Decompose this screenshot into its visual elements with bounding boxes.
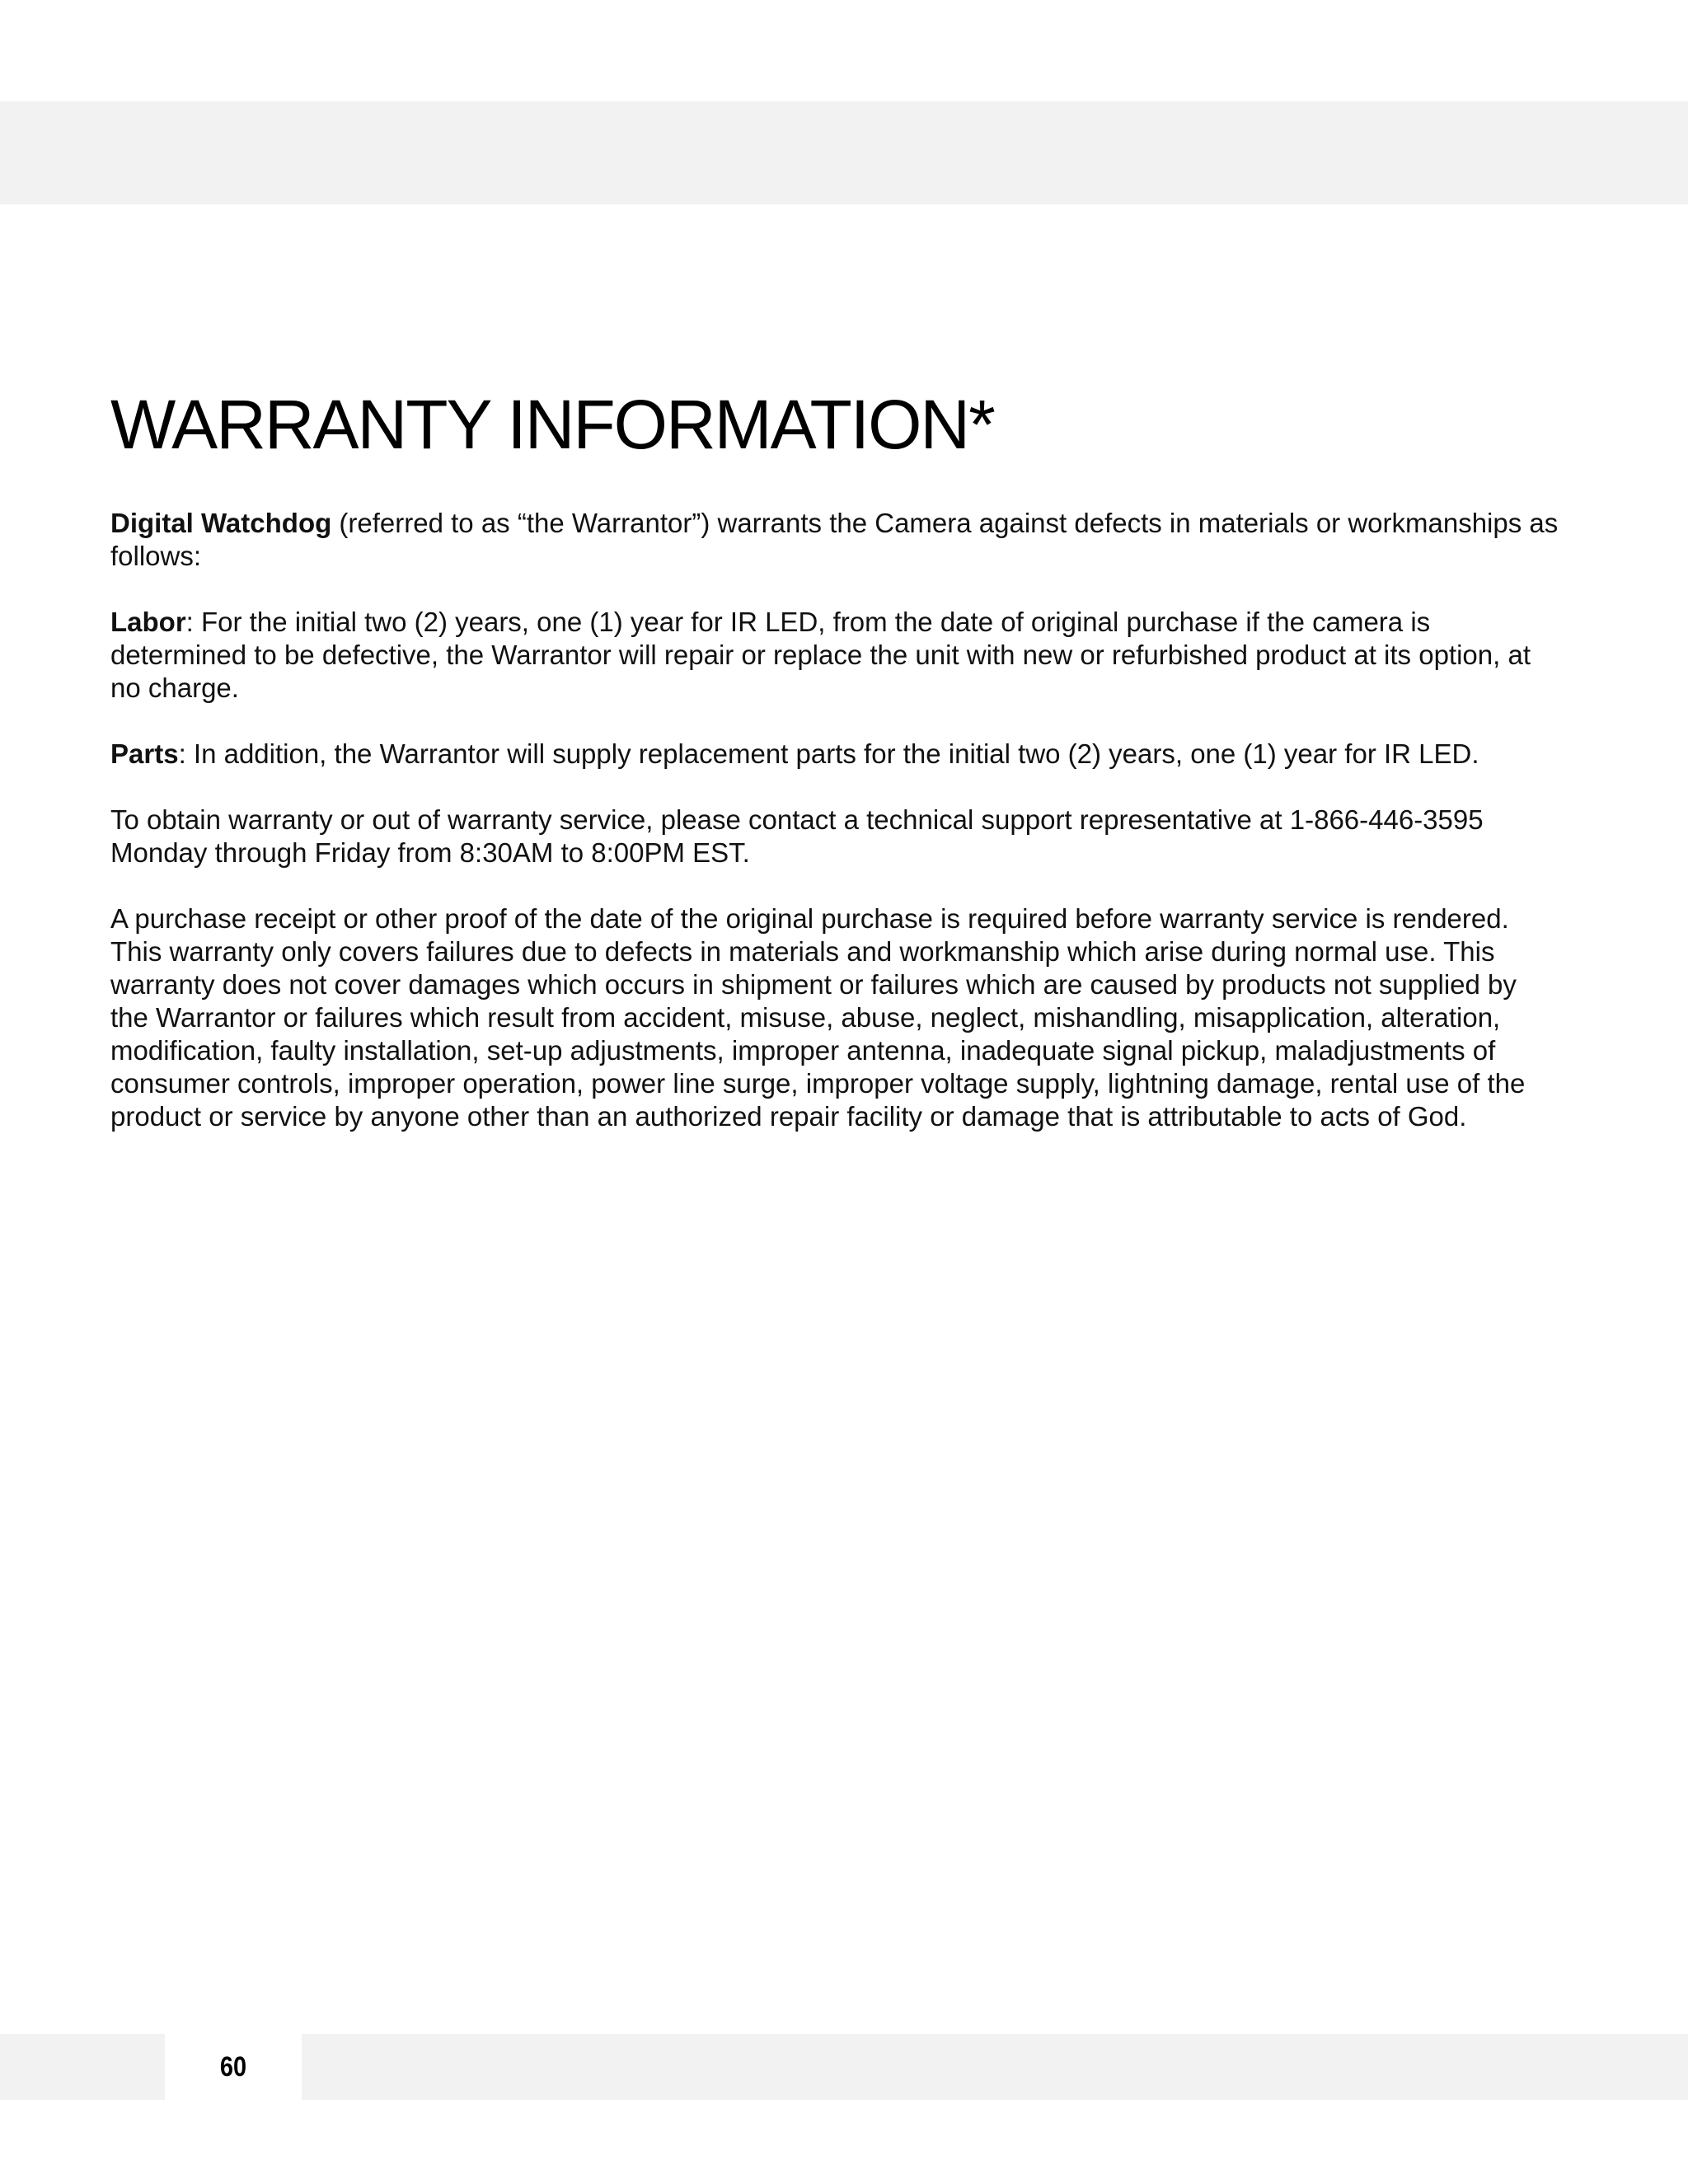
labor-text: : For the initial two (2) years, one (1) year for IR LED, from the date of original purchase if the camera is determined to be defective, the Warrantor will repair or replace the unit with new or refurbished product at its option, at no charge. — [110, 607, 1531, 703]
parts-paragraph — [110, 738, 1561, 771]
labor-paragraph — [110, 606, 1561, 705]
page-content — [110, 383, 1561, 1133]
intro-paragraph — [110, 507, 1561, 573]
company-name: Digital Watchdog — [110, 508, 332, 538]
page-number: 60 — [175, 2034, 291, 2100]
page-title: WARRANTY INFORMATION* — [110, 386, 994, 463]
parts-label: Parts — [110, 738, 179, 769]
footer-band-left — [0, 2034, 165, 2100]
intro-text: (referred to as “the Warrantor”) warrants the Camera against defects in materials or workmanships as follows: — [110, 508, 1559, 571]
labor-label: Labor — [110, 607, 186, 637]
receipt-paragraph: A purchase receipt or other proof of the date of the original purchase is required before warranty service is rendered. This warranty only covers failures due to defects in materials and workmanship which arise during normal use. This warranty does not cover damages which occurs in shipment or failures which are caused by products not supplied by the Warrantor or failures which result from accident, misuse, abuse, neglect, mishandling, misapplication, alteration, modification, faulty installation, set-up adjustments, improper antenna, inadequate signal pickup, maladjustments of consumer controls, improper operation, power line surge, improper voltage supply, lightning damage, rental use of the product or service by anyone other than an authorized repair facility or damage that is attributable to acts of God. — [110, 903, 1526, 1132]
service-paragraph: To obtain warranty or out of warranty service, please contact a technical support representative at 1-866-446-3595 Monday through Friday from 8:30AM to 8:00PM EST. — [110, 804, 1484, 868]
header-band — [0, 101, 1688, 204]
parts-text: : In addition, the Warrantor will supply replacement parts for the initial two (2) years, one (1) year for IR LED. — [178, 738, 1479, 769]
footer-band-right — [302, 2034, 1688, 2100]
